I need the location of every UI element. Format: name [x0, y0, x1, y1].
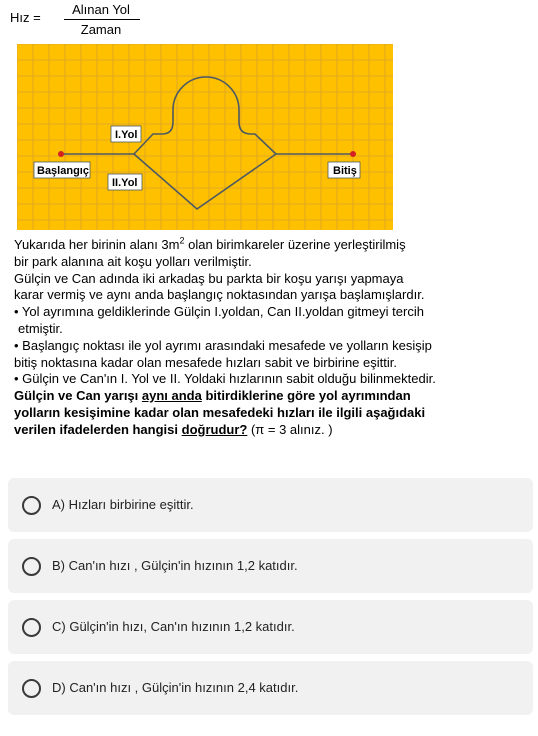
question-text: [14, 237, 529, 439]
start-point: [58, 151, 64, 157]
option-d[interactable]: [8, 661, 533, 715]
question-line-8: bitiş noktasına kadar olan mesafede hızları sabit ve birbirine eşittir.: [14, 354, 397, 370]
question-line-5: • Yol ayrımına geldiklerinde Gülçin I.yoldan, Can II.yoldan gitmeyi tercih: [14, 304, 424, 320]
fraction-bar: [64, 19, 140, 20]
option-c[interactable]: [8, 600, 533, 654]
question-line-2: bir park alanına ait koşu yolları verilmiştir.: [14, 253, 252, 269]
question-line-10: Gülçin ve Can yarışı aynı anda bitirdiklerine göre yol ayrımından: [14, 388, 411, 404]
question-line-12: verilen ifadelerden hangisi doğrudur? (π = 3 alınız. ): [14, 421, 333, 437]
label-start-text: Başlangıç: [37, 165, 89, 177]
label-path1-text: I.Yol: [115, 129, 138, 141]
option-b-label: B) Can'ın hızı , Gülçin'in hızının 1,2 katıdır.: [52, 558, 298, 573]
radio-icon[interactable]: [22, 496, 41, 515]
question-line-4: karar vermiş ve aynı anda başlangıç noktasından yarışa başlamışlardır.: [14, 287, 425, 303]
radio-icon[interactable]: [22, 618, 41, 637]
question-line-3: Gülçin ve Can adında iki arkadaş bu parkta bir koşu yarışı yapmaya: [14, 270, 404, 286]
formula-denominator: Zaman: [80, 22, 122, 37]
speed-formula: [10, 2, 170, 38]
formula-lhs: Hız =: [10, 10, 41, 25]
label-path2: [108, 174, 142, 190]
question-line-11: yolların kesişimine kadar olan mesafedeki hızları ile ilgili aşağıdaki: [14, 404, 426, 420]
label-path1: [111, 126, 141, 142]
label-start: [34, 162, 90, 178]
label-path2-text: II.Yol: [112, 177, 138, 189]
option-a[interactable]: [8, 478, 533, 532]
label-end: [328, 162, 360, 178]
park-track-figure: [17, 44, 393, 230]
option-c-label: C) Gülçin'in hızı, Can'ın hızının 1,2 katıdır.: [52, 619, 295, 634]
question-line-9: • Gülçin ve Can'ın I. Yol ve II. Yoldaki hızlarının sabit olduğu bilinmektedir.: [14, 371, 436, 387]
park-grid-svg: [17, 44, 393, 230]
formula-numerator: Alınan Yol: [72, 2, 130, 17]
radio-icon[interactable]: [22, 557, 41, 576]
option-d-label: D) Can'ın hızı , Gülçin'in hızının 2,4 katıdır.: [52, 680, 299, 695]
question-line-7: • Başlangıç noktası ile yol ayrımı arasındaki mesafede ve yolların kesişip: [14, 337, 432, 353]
end-point: [350, 151, 356, 157]
label-end-text: Bitiş: [333, 165, 357, 177]
radio-icon[interactable]: [22, 679, 41, 698]
option-b[interactable]: [8, 539, 533, 593]
option-a-label: A) Hızları birbirine eşittir.: [52, 497, 194, 512]
question-line-6: etmiştir.: [18, 320, 63, 336]
question-line-1: Yukarıda her birinin alanı $3m^2$ olan birimkareler üzerine yerleştirilmiş: [14, 235, 406, 252]
